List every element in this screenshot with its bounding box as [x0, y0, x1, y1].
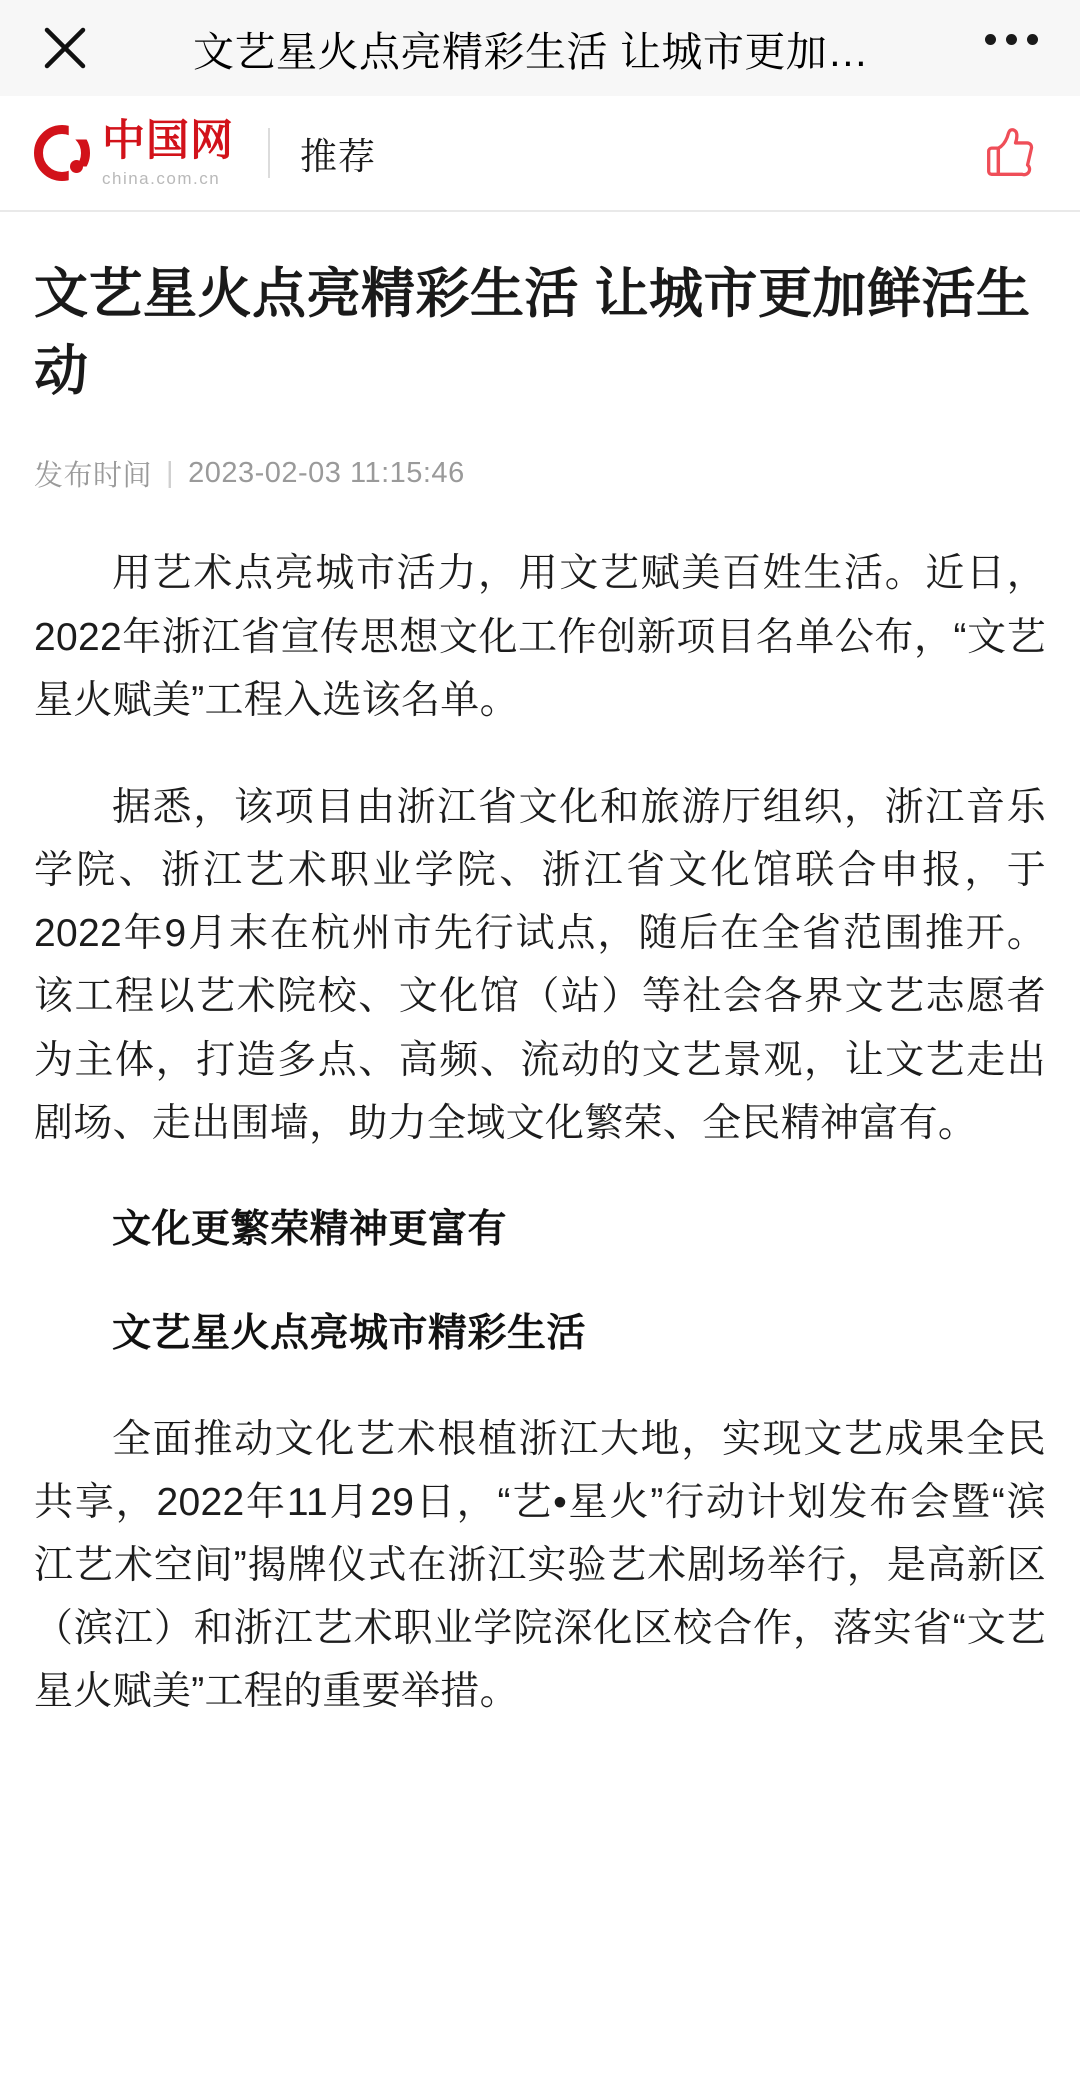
paragraph: 据悉，该项目由浙江省文化和旅游厅组织，浙江音乐学院、浙江艺术职业学院、浙江省文化馆联合申报，于2022年9月末在杭州市先行试点，随后在全省范围推开。该工程以艺术院校、文化馆（站）等社会各界文艺志愿者为主体，打造多点、高频、流动的文艺景观，让文艺走出剧场、走出围墙，助力全域文化繁荣、全民精神富有。 [34, 785, 1046, 1145]
meta-separator: | [166, 457, 175, 490]
article-content [34, 542, 1046, 1723]
top-bar [0, 0, 1080, 96]
divider [268, 128, 270, 178]
article-body [0, 212, 1080, 1724]
publish-time: 2023-02-03 11:15:46 [188, 457, 465, 490]
publish-label: 发布时间 [34, 460, 153, 493]
page-title: 文艺星火点亮精彩生活 让城市更加… [193, 28, 869, 75]
china-net-logo-icon [34, 125, 90, 181]
paragraph: 用艺术点亮城市活力，用文艺赋美百姓生活。近日，2022年浙江省宣传思想文化工作创新项目名单公布，“文艺星火赋美”工程入选该名单。 [34, 552, 1046, 722]
source-bar [0, 96, 1080, 212]
logo-name-en: china.com.cn [102, 168, 221, 188]
section-subheading: 文化更繁荣精神更富有 [112, 1207, 508, 1251]
logo-text [102, 116, 234, 188]
section-subheading: 文艺星火点亮城市精彩生活 [112, 1312, 587, 1356]
paragraph: 全面推动文化艺术根植浙江大地，实现文艺成果全民共享，2022年11月29日，“艺•星火”行动计划发布会暨“滨江艺术空间”揭牌仪式在浙江实验艺术剧场举行，是高新区（滨江）和浙江艺术职业学院深化区校合作，落实省“文艺星火赋美”工程的重要举措。 [34, 1417, 1046, 1714]
channel-label[interactable]: 推荐 [300, 136, 376, 177]
site-logo[interactable] [34, 116, 234, 188]
thumbs-up-icon[interactable] [974, 117, 1046, 189]
logo-name-cn: 中国网 [102, 116, 234, 165]
more-dots [985, 34, 1038, 45]
article-headline: 文艺星火点亮精彩生活 让城市更加鲜活生动 [34, 264, 1031, 401]
article-meta [34, 453, 1046, 494]
more-options-icon[interactable] [976, 17, 1046, 79]
